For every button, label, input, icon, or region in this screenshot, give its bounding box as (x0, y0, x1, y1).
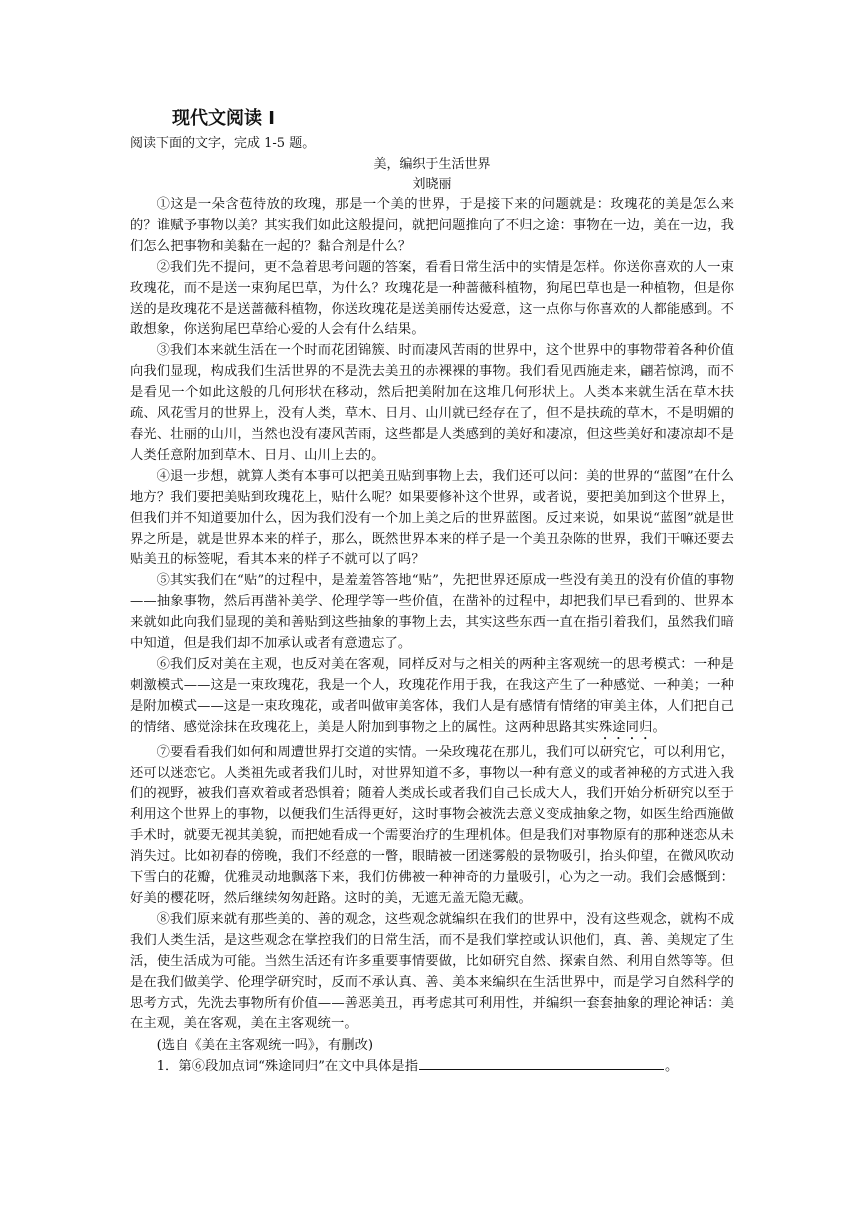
answer-blank[interactable] (419, 1056, 664, 1070)
paragraph-3: ③我们本来就生活在一个时而花团锦簇、时而凄风苦雨的世界中，这个世界中的事物带着各种价值向我们显现，构成我们生活世界的不是洗去美丑的赤裸裸的事物。我们看见西施走来，翩若惊鸿，而不是看见一个如此这般的几何形状在移动，然后把美附加在这堆几何形状上。人类本来就生活在草木扶疏、风花雪月的世界上，没有人类，草木、日月、山川就已经存在了，但不是扶疏的草木，不是明媚的春光、壮丽的山川，当然也没有凄风苦雨，这些都是人类感到的美好和凄凉，但这些美好和凄凉却不是人类任意附加到草木、日月、山川上去的。 (130, 343, 734, 463)
document-content (130, 106, 734, 1077)
section-heading: 现代文阅读 I (172, 108, 275, 129)
paragraph-6-text: ⑥我们反对美在主观，也反对美在客观，同样反对与之相关的两种主客观统一的思考模式：一种是刺激模式——这是一束玫瑰花，我是一个人，玫瑰花作用于我，在我这产生了一种感觉、一种美；一种是附加模式——这是一束玫瑰花，或者叫做审美客体，我们人是有感情有情绪的审美主体，人们把自己的情绪、感觉涂抹在玫瑰花上，美是人附加到事物之上的属性。这两种思路其实 (130, 656, 734, 735)
question-1 (157, 1056, 734, 1077)
paragraph-8: ⑧我们原来就有那些美的、善的观念，这些观念就编织在我们的世界中，没有这些观念，就构不成我们人类生活，是这些观念在掌控我们的日常生活，而不是我们掌控或认识他们，真、善、美规定了生活，使生活成为可能。当然生活还有许多重要事情要做，比如研究自然、探索自然、利用自然等等。但是在我们做美学、伦理学研究时，反而不承认真、善、美本来编织在生活世界中，而是学习自然科学的思考方式，先洗去事物所有价值——善恶美丑，再考虑其可利用性，并编织一套套抽象的理论神话：美在主观，美在客观，美在主客观统一。 (130, 911, 734, 1032)
paragraph-5: ⑤其实我们在“贴”的过程中，是羞羞答答地“贴”，先把世界还原成一些没有美丑的没有价值的事物——抽象事物，然后再凿补美学、伦理学等一些价值，在凿补的过程中，却把我们早已看到的、世界本来就如此向我们显现的美和善贴到这些抽象的事物上去，其实这些东西一直在指引着我们，虽然我们暗中知道，但是我们却不加承认或者有意遗忘了。 (130, 573, 734, 652)
instruction-text: 阅读下面的文字，完成 1-5 题。 (130, 136, 316, 151)
question-1-text: 1．第⑥段加点词“殊途同归”在文中具体是指 (156, 1059, 418, 1075)
emphasized-phrase: 殊途同归 (598, 719, 653, 735)
article-source: (选自《美在主客观统一吗》，有删改) (156, 1038, 374, 1054)
question-1-end: 。 (665, 1059, 679, 1075)
paragraph-6-end: 。 (652, 719, 666, 735)
paragraph-2: ②我们先不提问，更不急着思考问题的答案，看看日常生活中的实情是怎样。你送你喜欢的人一束玫瑰花，而不是送一束狗尾巴草，为什么？玫瑰花是一种蔷薇科植物，狗尾巴草也是一种植物，但是你送的是玫瑰花不是送蔷薇科植物，你送玫瑰花是送美丽传达爱意，这一点你与你喜欢的人都能感到。不敢想象，你送狗尾巴草给心爱的人会有什么结果。 (130, 259, 734, 338)
paragraph-6 (130, 655, 734, 743)
paragraph-7: ⑦要看看我们如何和周遭世界打交道的实情。一朵玫瑰花在那儿，我们可以研究它，可以利用它，还可以迷恋它。人类祖先或者我们儿时，对世界知道不多，事物以一种有意义的或者神秘的方式进入我们的视野，被我们喜欢着或者恐惧着；随着人类成长或者我们自己长成大人，我们开始分析研究以至于利用这个世界上的事物，以便我们生活得更好，这时事物会被洗去意义变成抽象之物，如医生给西施做手术时，就要无视其美貌，而把她看成一个需要治疗的生理机体。但是我们对事物原有的那种迷恋从未消失过。比如初春的傍晚，我们不经意的一瞥，眼睛被一团迷雾般的景物吸引，抬头仰望，在微风吹动下雪白的花瓣，优雅灵动地飘落下来，我们仿佛被一种神奇的力量吸引，心为之一动。我们会感慨到：好美的樱花呀，然后继续匆匆赶路。这时的美，无遮无盖无隐无藏。 (130, 744, 734, 906)
article-author: 刘晓丽 (412, 177, 452, 192)
paragraph-4: ④退一步想，就算人类有本事可以把美丑贴到事物上去，我们还可以问：美的世界的“蓝图”在什么地方？我们要把美贴到玫瑰花上，贴什么呢？如果要修补这个世界，或者说，要把美加到这个世界上，但我们并不知道要加什么，因为我们没有一个加上美之后的世界蓝图。反过来说，如果说“蓝图”就是世界之所是，就是世界本来的样子，那么，既然世界本来的样子是一个美丑杂陈的世界，我们干嘛还要去贴美丑的标签呢，看其本来的样子不就可以了吗？ (130, 468, 734, 568)
article-title: 美，编织于生活世界 (373, 157, 491, 172)
paragraph-1: ①这是一朵含苞待放的玫瑰，那是一个美的世界，于是接下来的问题就是：玫瑰花的美是怎么来的？谁赋予事物以美？其实我们如此这般提问，就把问题推向了不归之途：事物在一边，美在一边，我们怎么把事物和美黏在一起的？黏合剂是什么？ (130, 197, 734, 254)
